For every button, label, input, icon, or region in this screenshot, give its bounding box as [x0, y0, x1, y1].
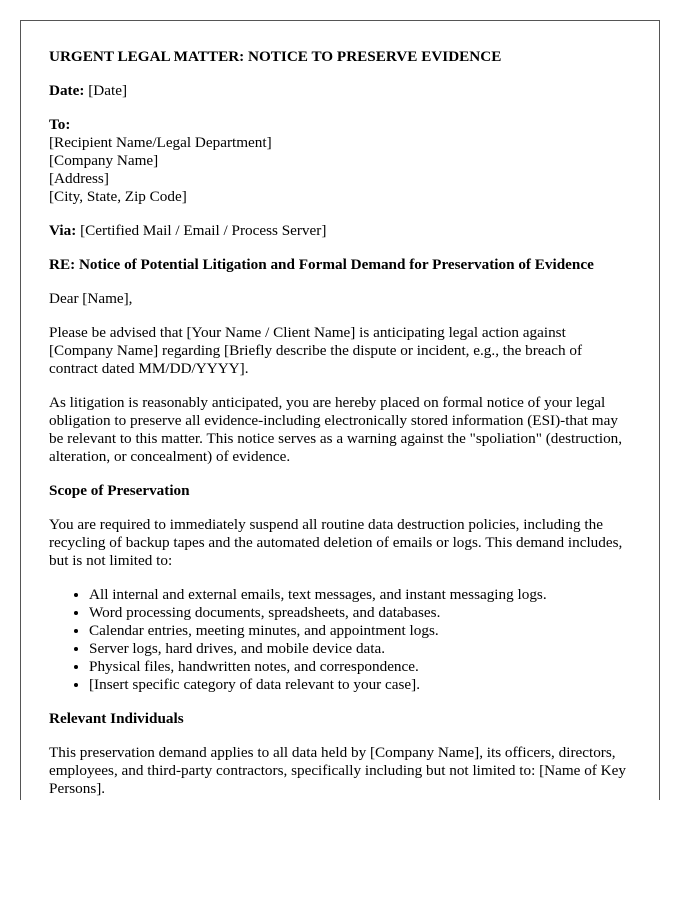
date-line: [49, 82, 631, 100]
list-item: • Physical files, handwritten notes, and correspondence.: [89, 658, 631, 676]
body-paragraph: As litigation is reasonably anticipated, you are hereby placed on formal notice of your legal obligation to preserve all evidence-including electronically stored information (ESI)-that may be relevant to this matter. This notice serves as a warning against the "spoliation" (destruction, alteration, or concealment) of evidence.: [49, 394, 623, 465]
recipient-line: [City, State, Zip Code]: [49, 188, 187, 205]
recipient-line: [Address]: [49, 170, 109, 187]
salutation: Dear [Name],: [49, 290, 133, 307]
list-item: • Word processing documents, spreadsheets, and databases.: [89, 604, 631, 622]
recipient-line: [Recipient Name/Legal Department]: [49, 134, 272, 151]
scope-heading: Scope of Preservation: [49, 482, 190, 499]
to-label: To:: [49, 116, 71, 133]
via-label: Via:: [49, 222, 77, 239]
date-label: Date:: [49, 82, 85, 99]
letter-page: [20, 20, 660, 800]
individuals-text: This preservation demand applies to all data held by [Company Name], its officers, directors, employees, and third-party contractors, specifically including but not limited to: [Name of Key Persons].: [49, 744, 626, 797]
individuals-heading: Relevant Individuals: [49, 710, 184, 727]
list-item: • Server logs, hard drives, and mobile device data.: [89, 640, 631, 658]
scope-list: [49, 586, 631, 694]
list-item: • All internal and external emails, text messages, and instant messaging logs.: [89, 586, 631, 604]
list-item: • [Insert specific category of data relevant to your case].: [89, 676, 631, 694]
scope-intro: You are required to immediately suspend all routine data destruction policies, including the recycling of backup tapes and the automated deletion of emails or logs. This demand includes, but is not limited to:: [49, 516, 623, 569]
re-line: RE: Notice of Potential Litigation and Formal Demand for Preservation of Evidence: [49, 256, 594, 273]
recipient-line: [Company Name]: [49, 152, 159, 169]
recipient-block: [49, 116, 631, 206]
via-value: [Certified Mail / Email / Process Server]: [80, 222, 327, 239]
body-paragraph: Please be advised that [Your Name / Client Name] is anticipating legal action against [Company Name] regarding [Briefly describe the dispute or incident, e.g., the breach of contract dated MM/DD/YYYY].: [49, 324, 583, 377]
list-item: • Calendar entries, meeting minutes, and appointment logs.: [89, 622, 631, 640]
letter-title: URGENT LEGAL MATTER: NOTICE TO PRESERVE EVIDENCE: [49, 48, 502, 65]
via-line: [49, 222, 631, 240]
date-value: [Date]: [88, 82, 128, 99]
